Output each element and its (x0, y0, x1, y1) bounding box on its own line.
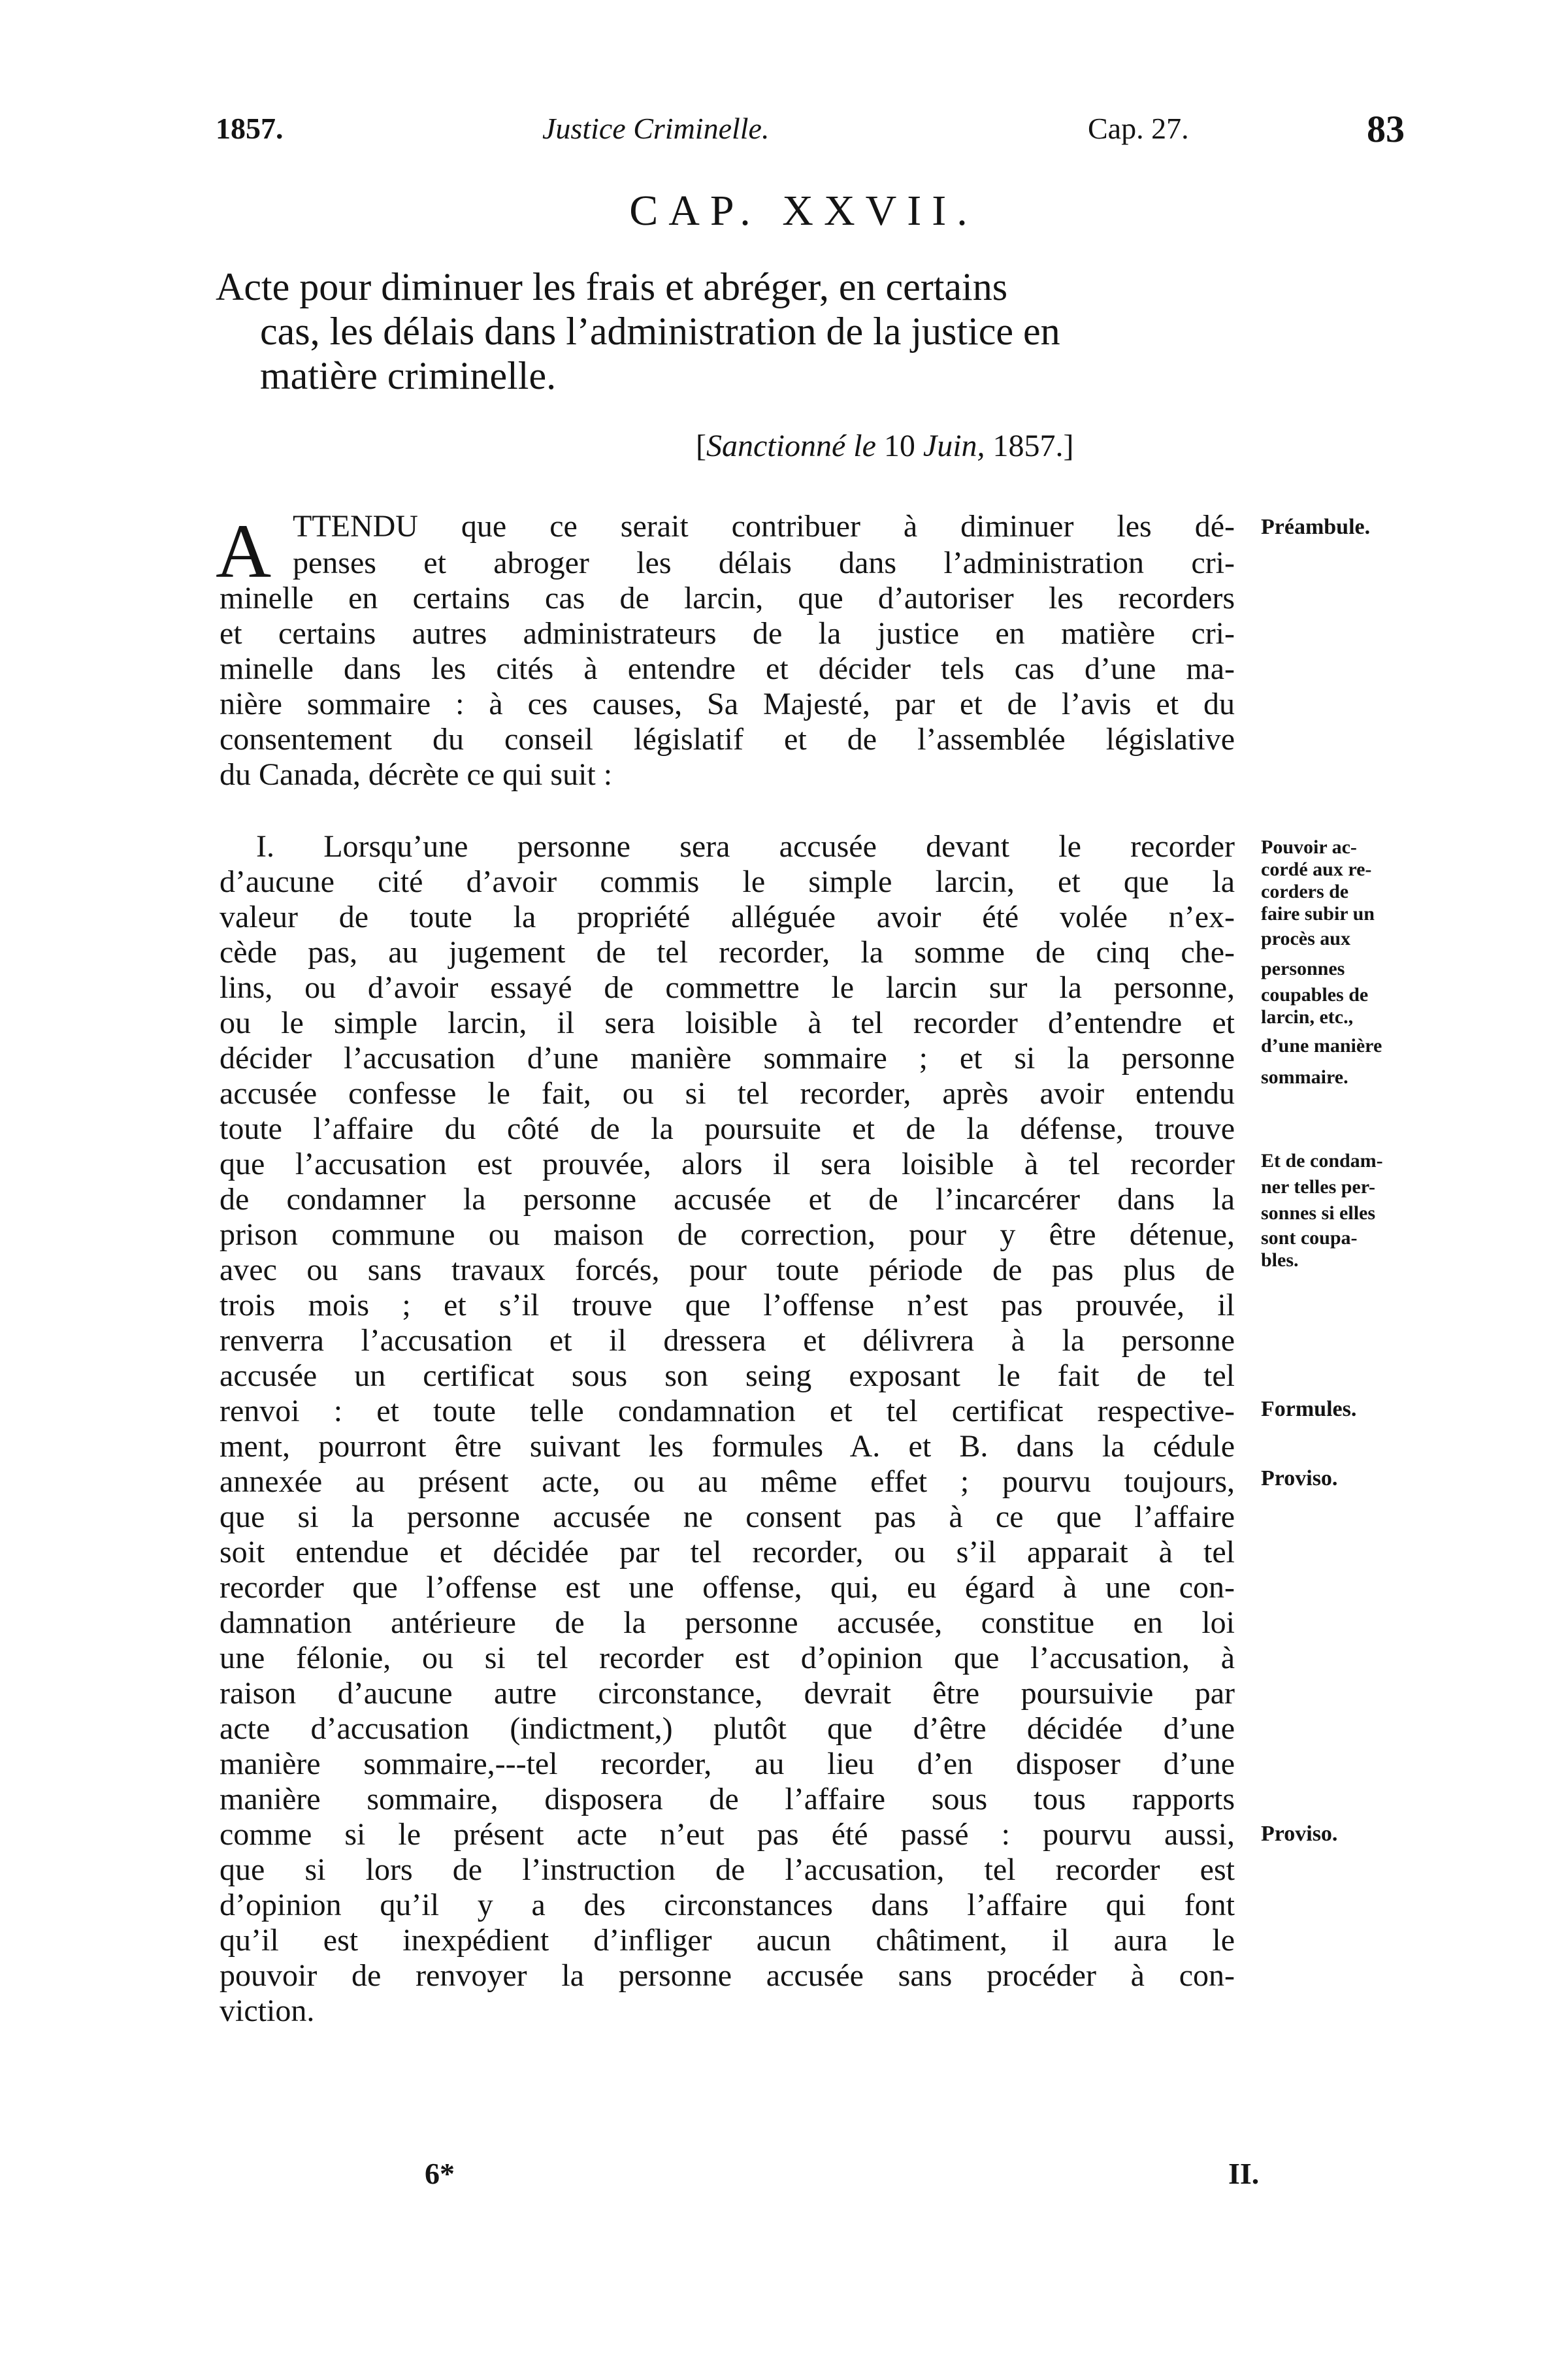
section-line: manière sommaire, disposera de l’affaire sous tous rapports (220, 1782, 1235, 1816)
section-line: qu’il est inexpédient d’infliger aucun châtiment, il aura le (220, 1923, 1235, 1958)
sidenote-pouvoir-line: personnes (1261, 958, 1345, 979)
running-header-title: Justice Criminelle. (542, 112, 770, 145)
sidenote-pouvoir-line: coupables de (1261, 984, 1369, 1006)
sidenote-condamner-line: sonnes si elles (1261, 1202, 1376, 1224)
preamble-line: nière sommaire : à ces causes, Sa Majesté, par et de l’avis et du (220, 687, 1235, 721)
section-line: soit entendue et décidée par tel recorder, ou s’il apparait à tel (220, 1535, 1235, 1569)
section-line: raison d’aucune autre circonstance, devrait être poursuivie par (220, 1676, 1235, 1711)
sidenote-pouvoir-line: procès aux (1261, 928, 1350, 949)
section-line: pouvoir de renvoyer la personne accusée sans procéder à con- (220, 1958, 1235, 1993)
section-line: damnation antérieure de la personne accusée, constitue en loi (220, 1605, 1235, 1640)
section-line: cède pas, au jugement de tel recorder, la somme de cinq che- (220, 935, 1235, 970)
running-header-chapter: Cap. 27. (1088, 112, 1189, 145)
drop-cap: A (216, 508, 272, 594)
sidenote-pouvoir-line: larcin, etc., (1261, 1006, 1354, 1028)
section-line: valeur de toute la propriété alléguée avoir été volée n’ex- (220, 900, 1235, 934)
section-line: d’opinion qu’il y a des circonstances dans l’affaire qui font (220, 1888, 1235, 1922)
section-line: ment, pourront être suivant les formules A. et B. dans la cédule (220, 1429, 1235, 1464)
preamble-line: penses et abroger les délais dans l’administration cri- (293, 546, 1235, 580)
running-header-year: 1857. (216, 112, 284, 145)
section-line: que si lors de l’instruction de l’accusation, tel recorder est (220, 1852, 1235, 1887)
sidenote-pouvoir-line: Pouvoir ac- (1261, 836, 1357, 858)
preamble-line: minelle dans les cités à entendre et décider tels cas d’une ma- (220, 651, 1235, 686)
sanction-prefix: Sanctionné le (706, 429, 876, 463)
act-title-line: matière criminelle. (260, 354, 557, 397)
section-line: I. Lorsqu’une personne sera accusée devant le recorder (256, 829, 1235, 864)
act-title-line: Acte pour diminuer les frais et abréger, en certains (216, 265, 1008, 308)
section-line: ou le simple larcin, il sera loisible à tel recorder d’entendre et (220, 1006, 1235, 1040)
section-line: accusée confesse le fait, ou si tel recorder, après avoir entendu (220, 1076, 1235, 1111)
sidenote-condamner-line: ner telles per- (1261, 1176, 1375, 1198)
section-line: lins, ou d’avoir essayé de commettre le larcin sur la personne, (220, 970, 1235, 1005)
page-number: 83 (1367, 108, 1405, 150)
preamble-line: minelle en certains cas de larcin, que d’autoriser les recorders (220, 581, 1235, 616)
section-line: d’aucune cité d’avoir commis le simple larcin, et que la (220, 864, 1235, 899)
preamble-line: du Canada, décrète ce qui suit : (220, 757, 613, 792)
chapter-heading: CAP. XXVII. (629, 187, 978, 235)
catchword: II. (1228, 2157, 1260, 2190)
act-title-line: cas, les délais dans l’administration de la justice en (260, 310, 1060, 353)
section-line: comme si le présent acte n’eut pas été passé : pourvu aussi, (220, 1817, 1235, 1852)
section-line: avec ou sans travaux forcés, pour toute période de pas plus de (220, 1253, 1235, 1287)
sanction-day: 10 (883, 429, 915, 463)
section-line: manière sommaire,---tel recorder, au lieu d’en disposer d’une (220, 1747, 1235, 1781)
sidenote-proviso: Proviso. (1261, 1466, 1338, 1490)
signature-mark: 6* (425, 2157, 455, 2190)
sanction-date: [Sanctionné le 10 Juin, 1857.] (696, 429, 1074, 463)
section-line: acte d’accusation (indictment,) plutôt que d’être décidée d’une (220, 1711, 1235, 1746)
sidenote-pouvoir-line: corders de (1261, 881, 1349, 902)
section-line: trois mois ; et s’il trouve que l’offense n’est pas prouvée, il (220, 1288, 1235, 1322)
preamble-line: TTENDU que ce serait contribuer à diminuer les dé- (293, 509, 1235, 544)
section-line: que si la personne accusée ne consent pas à ce que l’affaire (220, 1500, 1235, 1534)
section-line: viction. (220, 1994, 315, 2028)
sidenote-condamner-line: Et de condam- (1261, 1150, 1383, 1172)
sidenote-pouvoir-line: cordé aux re- (1261, 859, 1372, 880)
section-line: une félonie, ou si tel recorder est d’opinion que l’accusation, à (220, 1641, 1235, 1675)
preamble-line: consentement du conseil législatif et de l’assemblée législative (220, 722, 1235, 757)
section-line: décider l’accusation d’une manière sommaire ; et si la personne (220, 1041, 1235, 1075)
section-line: toute l’affaire du côté de la poursuite et de la défense, trouve (220, 1111, 1235, 1146)
sidenote-pouvoir-line: d’une manière (1261, 1035, 1382, 1057)
sanction-month: Juin, (923, 429, 985, 463)
section-line: renverra l’accusation et il dressera et délivrera à la personne (220, 1323, 1235, 1358)
section-line: annexée au présent acte, ou au même effet ; pourvu toujours, (220, 1464, 1235, 1499)
section-line: accusée un certificat sous son seing exposant le fait de tel (220, 1358, 1235, 1393)
sanction-year: 1857. (992, 429, 1064, 463)
preamble-line: et certains autres administrateurs de la justice en matière cri- (220, 616, 1235, 651)
sidenote-proviso: Proviso. (1261, 1822, 1338, 1846)
sidenote-preambule: Préambule. (1261, 515, 1371, 539)
sidenote-condamner-line: bles. (1261, 1249, 1299, 1271)
sidenote-pouvoir-line: sommaire. (1261, 1066, 1348, 1088)
section-line: que l’accusation est prouvée, alors il sera loisible à tel recorder (220, 1147, 1235, 1181)
section-line: de condamner la personne accusée et de l’incarcérer dans la (220, 1182, 1235, 1217)
sidenote-pouvoir-line: faire subir un (1261, 903, 1375, 925)
sidenote-condamner-line: sont coupa- (1261, 1227, 1358, 1249)
section-line: prison commune ou maison de correction, pour y être détenue, (220, 1217, 1235, 1252)
sidenote-formules: Formules. (1261, 1397, 1357, 1421)
section-line: recorder que l’offense est une offense, qui, eu égard à une con- (220, 1570, 1235, 1605)
section-line: renvoi : et toute telle condamnation et tel certificat respective- (220, 1394, 1235, 1428)
